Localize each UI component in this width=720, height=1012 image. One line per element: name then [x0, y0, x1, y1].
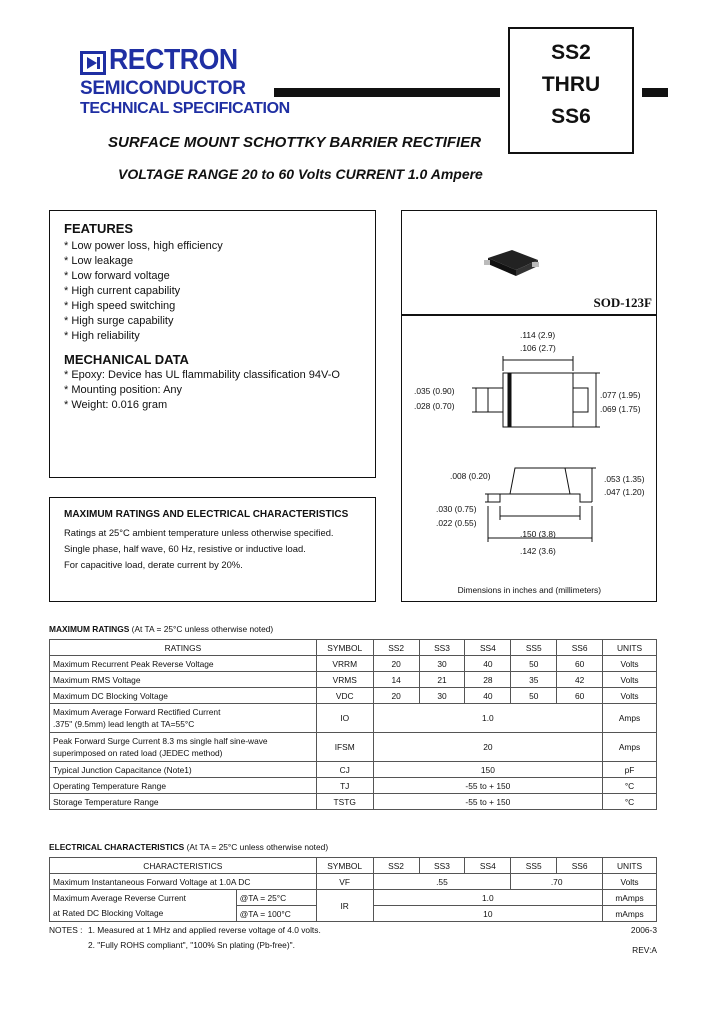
note-2: 2. "Fully ROHS compliant", "100% Sn plating (Pb-free)".: [88, 940, 295, 950]
table-row: [50, 672, 657, 688]
dim-overall-max: .150 (3.8): [520, 529, 556, 539]
row-unit: Volts: [603, 688, 657, 704]
row-value: 30: [419, 688, 465, 704]
row-symbol: VDC: [316, 688, 373, 704]
package-photo-icon: [482, 246, 542, 280]
header-cell: SS2: [373, 640, 419, 656]
row-label: [50, 733, 317, 762]
row-unit: mAmps: [603, 890, 657, 906]
row-value: .55: [373, 874, 511, 890]
row-label-line: superimposed on rated load (JEDEC method): [53, 748, 223, 758]
rectron-logo-icon: [80, 51, 106, 75]
row-value: -55 to + 150: [373, 794, 602, 810]
row-value: 150: [373, 762, 602, 778]
dim-body-width-max: .077 (1.95): [600, 390, 641, 400]
row-unit: °C: [603, 794, 657, 810]
table-header-row: [50, 640, 657, 656]
mechanical-list: [64, 368, 340, 413]
row-value: 28: [465, 672, 511, 688]
brand-subtitle: SEMICONDUCTOR: [80, 78, 246, 99]
max-ratings-title-note: (At TA = 25°C unless otherwise noted): [131, 624, 274, 634]
dim-lead-width-min: .028 (0.70): [414, 401, 455, 411]
dimension-drawing: [402, 316, 658, 603]
header-cell: SS5: [511, 858, 557, 874]
max-ratings-title-text: MAXIMUM RATINGS: [49, 624, 130, 634]
row-value: 21: [419, 672, 465, 688]
row-symbol: TJ: [316, 778, 373, 794]
row-symbol: VRMS: [316, 672, 373, 688]
revision-date: 2006-3: [630, 925, 657, 935]
table-row: [50, 704, 657, 733]
row-label: [50, 704, 317, 733]
ratings-info-box: [49, 497, 376, 602]
header-cell: UNITS: [603, 858, 657, 874]
row-label: [50, 890, 237, 922]
ratings-info-heading: MAXIMUM RATINGS AND ELECTRICAL CHARACTERISTICS: [64, 509, 349, 520]
header-cell: SS2: [373, 858, 419, 874]
row-label: Maximum DC Blocking Voltage: [50, 688, 317, 704]
mechanical-item: * Epoxy: Device has UL flammability classification 94V-O: [64, 369, 340, 381]
table-row: [50, 762, 657, 778]
header-cell: SS3: [419, 640, 465, 656]
table-row: [50, 794, 657, 810]
mechanical-heading: MECHANICAL DATA: [64, 352, 189, 367]
package-image-box: [401, 210, 657, 315]
header-cell: SS6: [557, 858, 603, 874]
header-cell: RATINGS: [50, 640, 317, 656]
row-value: 30: [419, 656, 465, 672]
row-value: 20: [373, 688, 419, 704]
header-cell: CHARACTERISTICS: [50, 858, 317, 874]
dim-lead-length-min: .022 (0.55): [436, 518, 477, 528]
row-unit: mAmps: [603, 906, 657, 922]
row-symbol: CJ: [316, 762, 373, 778]
header-rule-left: [274, 88, 500, 97]
ratings-info-lines: [64, 525, 334, 573]
dim-length-min: .106 (2.7): [520, 343, 556, 353]
row-unit: Volts: [603, 874, 657, 890]
dim-length-max: .114 (2.9): [520, 330, 556, 340]
row-value: 1.0: [373, 890, 602, 906]
brand-spec: TECHNICAL SPECIFICATION: [80, 100, 290, 117]
row-label: Storage Temperature Range: [50, 794, 317, 810]
row-label: Maximum Instantaneous Forward Voltage at 1.0A DC: [50, 874, 317, 890]
table-row: [50, 656, 657, 672]
part-number-thru: THRU: [541, 73, 601, 96]
dim-lead-width-max: .035 (0.90): [414, 386, 455, 396]
table-row: [50, 733, 657, 762]
header-cell: SS6: [557, 640, 603, 656]
features-box: [49, 210, 376, 478]
ratings-info-line: Ratings at 25°C ambient temperature unless otherwise specified.: [64, 527, 334, 538]
row-unit: pF: [603, 762, 657, 778]
table-row: [50, 890, 657, 906]
feature-item: * High reliability: [64, 330, 140, 342]
package-dimensions-box: [401, 315, 657, 602]
header-rule-right: [642, 88, 668, 97]
row-symbol: TSTG: [316, 794, 373, 810]
notes-label: NOTES :: [49, 925, 83, 935]
row-label-line: .375" (9.5mm) lead length at TA=55°C: [53, 719, 195, 729]
dimensions-note: Dimensions in inches and (millimeters): [457, 585, 601, 595]
row-value: 42: [557, 672, 603, 688]
row-symbol: VRRM: [316, 656, 373, 672]
row-label: Operating Temperature Range: [50, 778, 317, 794]
row-label: Maximum Recurrent Peak Reverse Voltage: [50, 656, 317, 672]
row-value: 40: [465, 688, 511, 704]
feature-item: * Low forward voltage: [64, 270, 170, 282]
note-1: 1. Measured at 1 MHz and applied reverse voltage of 4.0 volts.: [88, 925, 321, 935]
row-value: 1.0: [373, 704, 602, 733]
max-ratings-title: [49, 624, 273, 634]
elec-title-note: (At TA = 25°C unless otherwise noted): [186, 842, 329, 852]
row-value: 50: [511, 688, 557, 704]
header-cell: UNITS: [603, 640, 657, 656]
row-value: 20: [373, 656, 419, 672]
row-condition: @TA = 100°C: [236, 906, 316, 922]
row-unit: Volts: [603, 656, 657, 672]
header-cell: SYMBOL: [316, 858, 373, 874]
brand-name: RECTRON: [109, 44, 238, 76]
row-unit: Amps: [603, 733, 657, 762]
row-label-line: Maximum Average Forward Rectified Current: [53, 707, 221, 717]
row-value: 20: [373, 733, 602, 762]
elec-title-text: ELECTRICAL CHARACTERISTICS: [49, 842, 185, 852]
row-label-line: Maximum Average Reverse Current: [53, 892, 186, 903]
header-cell: SS4: [465, 640, 511, 656]
row-unit: Amps: [603, 704, 657, 733]
row-unit: °C: [603, 778, 657, 794]
feature-item: * High speed switching: [64, 300, 176, 312]
table-row: [50, 778, 657, 794]
part-number-top: SS2: [551, 41, 591, 64]
page-subtitle: VOLTAGE RANGE 20 to 60 Volts CURRENT 1.0 Ampere: [118, 166, 483, 182]
feature-item: * Low leakage: [64, 255, 134, 267]
row-label-line: at Rated DC Blocking Voltage: [53, 907, 164, 918]
dim-lead-length-max: .030 (0.75): [436, 504, 477, 514]
row-value: 14: [373, 672, 419, 688]
row-value: .70: [511, 874, 603, 890]
package-name: SOD-123F: [593, 295, 652, 310]
header-cell: SS5: [511, 640, 557, 656]
ratings-info-line: Single phase, half wave, 60 Hz, resistive or inductive load.: [64, 543, 306, 554]
page-title: SURFACE MOUNT SCHOTTKY BARRIER RECTIFIER: [108, 134, 482, 151]
row-value: 50: [511, 656, 557, 672]
dim-body-width-min: .069 (1.75): [600, 404, 641, 414]
dim-height-min: .047 (1.20): [604, 487, 645, 497]
table-header-row: [50, 858, 657, 874]
row-value: 10: [373, 906, 602, 922]
elec-title: [49, 842, 328, 852]
header-cell: SS3: [419, 858, 465, 874]
dim-overall-min: .142 (3.6): [520, 546, 556, 556]
row-value: 60: [557, 656, 603, 672]
row-symbol: IR: [316, 890, 373, 922]
dim-height-max: .053 (1.35): [604, 474, 645, 484]
elec-table: [49, 857, 657, 922]
header-cell: SS4: [465, 858, 511, 874]
part-number-bottom: SS6: [551, 105, 591, 128]
row-label: Typical Junction Capacitance (Note1): [50, 762, 317, 778]
ratings-info-line: For capacitive load, derate current by 20%.: [64, 559, 243, 570]
max-ratings-table: [49, 639, 657, 810]
row-symbol: VF: [316, 874, 373, 890]
revision-label: REV:A: [632, 945, 657, 955]
features-heading: FEATURES: [64, 221, 134, 236]
row-label-line: Peak Forward Surge Current 8.3 ms single half sine-wave: [53, 736, 268, 746]
dim-lead-thickness: .008 (0.20): [450, 471, 491, 481]
feature-item: * High surge capability: [64, 315, 174, 327]
table-row: [50, 874, 657, 890]
feature-item: * Low power loss, high efficiency: [64, 240, 223, 252]
row-condition: @TA = 25°C: [236, 890, 316, 906]
mechanical-item: * Mounting position: Any: [64, 384, 183, 396]
mechanical-item: * Weight: 0.016 gram: [64, 399, 168, 411]
row-value: 35: [511, 672, 557, 688]
row-label: Maximum RMS Voltage: [50, 672, 317, 688]
header-cell: SYMBOL: [316, 640, 373, 656]
feature-item: * High current capability: [64, 285, 181, 297]
row-value: 60: [557, 688, 603, 704]
row-unit: Volts: [603, 672, 657, 688]
features-list: [64, 239, 223, 344]
table-row: [50, 688, 657, 704]
row-symbol: IFSM: [316, 733, 373, 762]
row-value: 40: [465, 656, 511, 672]
row-value: -55 to + 150: [373, 778, 602, 794]
row-symbol: IO: [316, 704, 373, 733]
